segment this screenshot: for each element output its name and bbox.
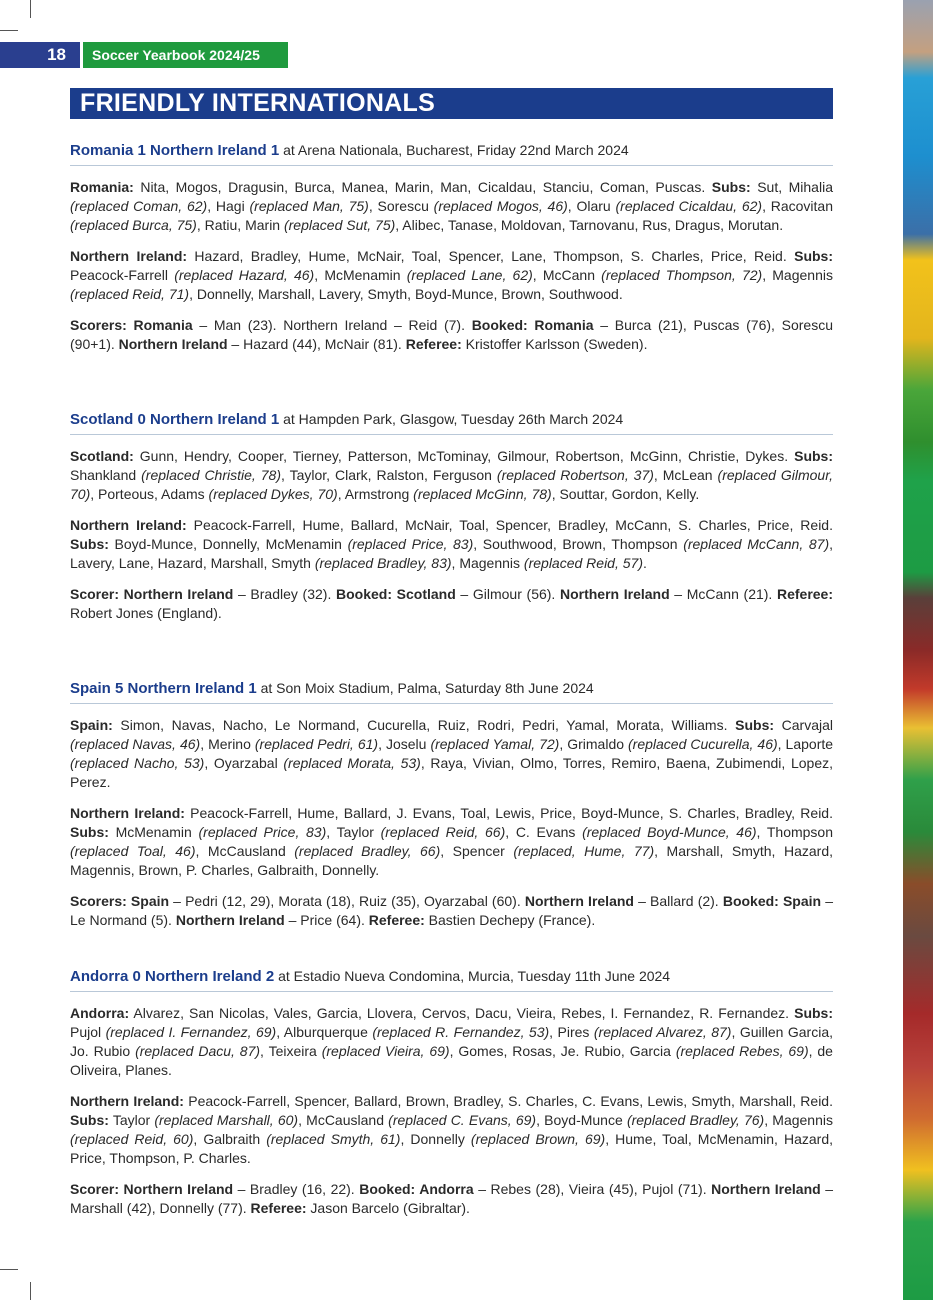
substitution-note: (replaced Cucurella, 46) bbox=[628, 736, 778, 752]
text-run: , Marshall, Smyth, Hazard, Magennis, Brown, P. Charles, Galbraith, Donnelly. bbox=[70, 843, 833, 878]
bold-label: Subs: bbox=[794, 248, 833, 264]
text-run: – Bradley (16, 22). bbox=[233, 1181, 360, 1197]
match-title bbox=[70, 968, 833, 992]
substitution-note: (replaced Reid, 66) bbox=[380, 824, 506, 840]
text-run: , Alburquerque bbox=[276, 1024, 373, 1040]
match-events-paragraph bbox=[70, 892, 833, 930]
text-run: – Marshall (42), Donnelly (77). bbox=[70, 1181, 833, 1216]
substitution-note: (replaced Pedri, 61) bbox=[254, 736, 379, 752]
text-run: – Ballard (2). bbox=[633, 893, 723, 909]
substitution-note: (replaced Bradley, 76) bbox=[626, 1112, 765, 1128]
text-run: , Donnelly bbox=[400, 1131, 471, 1147]
substitution-note: (replaced Gilmour, 70) bbox=[70, 467, 833, 502]
substitution-note: (replaced Dacu, 87) bbox=[135, 1043, 261, 1059]
text-run: , Gomes, Rosas, Je. Rubio, Garcia bbox=[449, 1043, 676, 1059]
bold-label: Scorer: Northern Ireland bbox=[70, 1181, 234, 1197]
substitution-note: (replaced Yamal, 72) bbox=[430, 736, 560, 752]
bold-label: Scotland: bbox=[70, 448, 134, 464]
substitution-note: (replaced Lane, 62) bbox=[406, 267, 533, 283]
bold-label: Subs: bbox=[735, 717, 775, 733]
substitution-note: (replaced Vieira, 69) bbox=[321, 1043, 450, 1059]
text-run: . bbox=[642, 555, 647, 571]
substitution-note: (replaced I. Fernandez, 69) bbox=[105, 1024, 277, 1040]
substitution-note: (replaced Price, 83) bbox=[347, 536, 474, 552]
bold-label: Subs: bbox=[70, 536, 109, 552]
match-venue: at Arena Nationala, Bucharest, Friday 22nd March 2024 bbox=[279, 142, 629, 158]
substitution-note: (replaced Hazard, 46) bbox=[174, 267, 315, 283]
line-up-paragraph bbox=[70, 1092, 833, 1168]
text-run: – Pedri (12, 29), Morata (18), Ruiz (35), Oyarzabal (60). bbox=[169, 893, 525, 909]
page-header bbox=[0, 42, 288, 68]
line-up-paragraph bbox=[70, 1004, 833, 1080]
bold-label: Subs: bbox=[70, 824, 109, 840]
text-run: , Magennis bbox=[451, 555, 524, 571]
bold-label: Andorra: bbox=[70, 1005, 130, 1021]
substitution-note: (replaced Robertson, 37) bbox=[496, 467, 654, 483]
text-run: , Donnelly, Marshall, Lavery, Smyth, Boyd-Munce, Brown, Southwood. bbox=[189, 286, 623, 302]
text-run: , Guillen Garcia, Jo. Rubio bbox=[70, 1024, 834, 1059]
substitution-note: (replaced Toal, 46) bbox=[70, 843, 196, 859]
match-report bbox=[70, 680, 833, 942]
match-score: Romania 1 Northern Ireland 1 bbox=[70, 142, 280, 159]
text-run: , Sorescu bbox=[368, 198, 434, 214]
page-number: 18 bbox=[0, 42, 80, 68]
text-run: , Lavery, Lane, Hazard, Marshall, Smyth bbox=[70, 536, 834, 571]
text-run: , Oyarzabal bbox=[204, 755, 284, 771]
substitution-note: (replaced Morata, 53) bbox=[283, 755, 421, 771]
match-report bbox=[70, 142, 833, 366]
bold-label: Booked: Spain bbox=[722, 893, 822, 909]
substitution-note: (replaced Price, 83) bbox=[198, 824, 327, 840]
crop-mark bbox=[0, 1269, 18, 1270]
bold-label: Northern Ireland: bbox=[70, 1093, 184, 1109]
line-up-paragraph bbox=[70, 178, 833, 235]
substitution-note: (replaced Mogos, 46) bbox=[433, 198, 568, 214]
substitution-note: (replaced Alvarez, 87) bbox=[593, 1024, 732, 1040]
text-run: Pujol bbox=[70, 1024, 106, 1040]
substitution-note: (replaced Marshall, 60) bbox=[154, 1112, 299, 1128]
substitution-note: (replaced Sut, 75) bbox=[283, 217, 396, 233]
bold-label: Northern Ireland bbox=[711, 1181, 821, 1197]
bold-label: Northern Ireland bbox=[118, 336, 228, 352]
line-up-paragraph bbox=[70, 247, 833, 304]
substitution-note: (replaced McGinn, 78) bbox=[413, 486, 552, 502]
text-run: Jason Barcelo (Gibraltar). bbox=[306, 1200, 470, 1216]
text-run: , Hagi bbox=[207, 198, 250, 214]
text-run: – Le Normand (5). bbox=[70, 893, 833, 928]
text-run: Peacock-Farrell, Hume, Ballard, McNair, Toal, Spencer, Bradley, McCann, S. Charles, Price, Reid. bbox=[186, 517, 833, 533]
substitution-note: (replaced Smyth, 61) bbox=[266, 1131, 401, 1147]
text-run: , Laporte bbox=[777, 736, 834, 752]
text-run: Hazard, Bradley, Hume, McNair, Toal, Spencer, Lane, Thompson, S. Charles, Price, Reid. bbox=[187, 248, 795, 264]
bold-label: Northern Ireland: bbox=[70, 517, 187, 533]
text-run: , Taylor, Clark, Ralston, Ferguson bbox=[280, 467, 497, 483]
text-run: , McCann bbox=[532, 267, 602, 283]
line-up-paragraph bbox=[70, 716, 833, 792]
bold-label: Subs: bbox=[794, 1005, 833, 1021]
text-run: Alvarez, San Nicolas, Vales, Garcia, Llovera, Cervos, Dacu, Vieira, Rebes, I. Fernandez, R. Fernandez. bbox=[129, 1005, 795, 1021]
text-run: – Hazard (44), McNair (81). bbox=[227, 336, 406, 352]
text-run: – Gilmour (56). bbox=[455, 586, 560, 602]
substitution-note: (replaced Brown, 69) bbox=[470, 1131, 606, 1147]
crop-mark bbox=[30, 0, 31, 18]
substitution-note: (replaced Cicaldau, 62) bbox=[615, 198, 763, 214]
bold-label: Romania: bbox=[70, 179, 134, 195]
text-run: , Thompson bbox=[756, 824, 834, 840]
text-run: Peacock-Farrell bbox=[70, 267, 175, 283]
text-run: , Southwood, Brown, Thompson bbox=[473, 536, 684, 552]
substitution-note: (replaced Coman, 62) bbox=[70, 198, 208, 214]
text-run: , Galbraith bbox=[193, 1131, 267, 1147]
bold-label: Referee: bbox=[405, 336, 462, 352]
text-run: Carvajal bbox=[774, 717, 833, 733]
text-run: , Pires bbox=[549, 1024, 594, 1040]
bold-label: Northern Ireland: bbox=[70, 248, 188, 264]
substitution-note: (replaced Nacho, 53) bbox=[70, 755, 205, 771]
text-run: , Joselu bbox=[378, 736, 431, 752]
text-run: Simon, Navas, Nacho, Le Normand, Cucurella, Ruiz, Rodri, Pedri, Yamal, Morata, Williams. bbox=[112, 717, 736, 733]
text-run: Bastien Dechepy (France). bbox=[424, 912, 596, 928]
match-events-paragraph bbox=[70, 316, 833, 354]
match-score: Andorra 0 Northern Ireland 2 bbox=[70, 968, 275, 985]
text-run: , Merino bbox=[200, 736, 255, 752]
substitution-note: (replaced Reid, 57) bbox=[523, 555, 643, 571]
section-heading: FRIENDLY INTERNATIONALS bbox=[70, 88, 833, 119]
text-run: Kristoffer Karlsson (Sweden). bbox=[461, 336, 648, 352]
text-run: , Taylor bbox=[326, 824, 381, 840]
text-run: Boyd-Munce, Donnelly, McMenamin bbox=[108, 536, 348, 552]
match-events-paragraph bbox=[70, 585, 833, 623]
text-run: , Porteous, Adams bbox=[90, 486, 209, 502]
bold-label: Northern Ireland bbox=[524, 893, 634, 909]
substitution-note: (replaced Dykes, 70) bbox=[208, 486, 338, 502]
text-run: , C. Evans bbox=[505, 824, 583, 840]
match-report bbox=[70, 968, 833, 1230]
line-up-paragraph bbox=[70, 447, 833, 504]
substitution-note: (replaced Navas, 46) bbox=[70, 736, 201, 752]
substitution-note: (replaced Christie, 78) bbox=[141, 467, 281, 483]
crop-mark bbox=[0, 30, 18, 31]
bold-label: Scorer: Northern Ireland bbox=[70, 586, 234, 602]
substitution-note: (replaced Reid, 71) bbox=[70, 286, 190, 302]
bold-label: Subs: bbox=[70, 1112, 109, 1128]
text-run: , Racovitan bbox=[762, 198, 834, 214]
match-title bbox=[70, 680, 833, 704]
line-up-paragraph bbox=[70, 516, 833, 573]
text-run: , McMenamin bbox=[314, 267, 407, 283]
bold-label: Subs: bbox=[711, 179, 751, 195]
text-run: , Magennis bbox=[762, 267, 833, 283]
match-title bbox=[70, 142, 833, 166]
text-run: – Bradley (32). bbox=[233, 586, 336, 602]
substitution-note: (replaced McCann, 87) bbox=[683, 536, 830, 552]
bold-label: Scorers: Romania bbox=[70, 317, 193, 333]
substitution-note: (replaced Boyd-Munce, 46) bbox=[582, 824, 757, 840]
text-run: Sut, Mihalia bbox=[750, 179, 833, 195]
sidebar-photo-strip bbox=[903, 0, 933, 1300]
text-run: – McCann (21). bbox=[669, 586, 777, 602]
bold-label: Northern Ireland bbox=[559, 586, 670, 602]
text-run: , Ratiu, Marin bbox=[196, 217, 284, 233]
text-run: , Magennis bbox=[764, 1112, 833, 1128]
text-run: Nita, Mogos, Dragusin, Burca, Manea, Marin, Man, Cicaldau, Stanciu, Coman, Puscas. bbox=[133, 179, 712, 195]
text-run: , Alibec, Tanase, Moldovan, Tarnovanu, Rus, Dragus, Morutan. bbox=[395, 217, 784, 233]
bold-label: Referee: bbox=[776, 586, 833, 602]
substitution-note: (replaced R. Fernandez, 53) bbox=[372, 1024, 550, 1040]
match-venue: at Hampden Park, Glasgow, Tuesday 26th March 2024 bbox=[279, 411, 624, 427]
match-score: Spain 5 Northern Ireland 1 bbox=[70, 680, 257, 697]
text-run: , Spencer bbox=[440, 843, 514, 859]
bold-label: Northern Ireland: bbox=[70, 805, 185, 821]
substitution-note: (replaced Reid, 60) bbox=[70, 1131, 194, 1147]
text-run: , Raya, Vivian, Olmo, Torres, Remiro, Baena, Zubimendi, Lopez, Perez. bbox=[70, 755, 834, 790]
bold-label: Scorers: Spain bbox=[70, 893, 170, 909]
bold-label: Booked: Romania bbox=[471, 317, 594, 333]
text-run: , Hume, Toal, McMenamin, Hazard, Price, Thompson, P. Charles. bbox=[70, 1131, 833, 1166]
text-run: Peacock-Farrell, Hume, Ballard, J. Evans, Toal, Lewis, Price, Boyd-Munce, S. Charles, Bradley, Reid. bbox=[184, 805, 833, 821]
match-score: Scotland 0 Northern Ireland 1 bbox=[70, 411, 280, 428]
text-run: Robert Jones (England). bbox=[70, 605, 222, 621]
text-run: Gunn, Hendry, Cooper, Tierney, Patterson, McTominay, Gilmour, Robertson, McGinn, Christie, Dykes. bbox=[133, 448, 795, 464]
text-run: McMenamin bbox=[108, 824, 199, 840]
text-run: , Armstrong bbox=[337, 486, 414, 502]
bold-label: Booked: Scotland bbox=[336, 586, 456, 602]
match-venue: at Estadio Nueva Condomina, Murcia, Tuesday 11th June 2024 bbox=[274, 968, 671, 984]
text-run: , Olaru bbox=[567, 198, 616, 214]
substitution-note: (replaced, Hume, 77) bbox=[513, 843, 655, 859]
substitution-note: (replaced C. Evans, 69) bbox=[388, 1112, 537, 1128]
substitution-note: (replaced Rebes, 69) bbox=[675, 1043, 809, 1059]
text-run: , McCausland bbox=[298, 1112, 389, 1128]
substitution-note: (replaced Bradley, 83) bbox=[314, 555, 452, 571]
text-run: , Souttar, Gordon, Kelly. bbox=[551, 486, 700, 502]
text-run: Shankland bbox=[70, 467, 142, 483]
match-events-paragraph bbox=[70, 1180, 833, 1218]
substitution-note: (replaced Thompson, 72) bbox=[601, 267, 763, 283]
text-run: , Grimaldo bbox=[559, 736, 629, 752]
substitution-note: (replaced Man, 75) bbox=[249, 198, 369, 214]
bold-label: Referee: bbox=[368, 912, 425, 928]
bold-label: Booked: Andorra bbox=[359, 1181, 474, 1197]
crop-mark bbox=[30, 1282, 31, 1300]
text-run: – Burca (21), Puscas (76), Sorescu (90+1). bbox=[70, 317, 833, 352]
bold-label: Northern Ireland bbox=[175, 912, 285, 928]
text-run: Peacock-Farrell, Spencer, Ballard, Brown, Bradley, S. Charles, C. Evans, Lewis, Smyth, Marshall, Reid. bbox=[183, 1093, 833, 1109]
text-run: – Man (23). Northern Ireland – Reid (7). bbox=[192, 317, 472, 333]
substitution-note: (replaced Bradley, 66) bbox=[294, 843, 441, 859]
match-title bbox=[70, 411, 833, 435]
match-report bbox=[70, 411, 833, 635]
publication-title: Soccer Yearbook 2024/25 bbox=[83, 42, 288, 68]
match-venue: at Son Moix Stadium, Palma, Saturday 8th June 2024 bbox=[256, 680, 594, 696]
text-run: , de Oliveira, Planes. bbox=[70, 1043, 833, 1078]
text-run: Taylor bbox=[108, 1112, 155, 1128]
substitution-note: (replaced Burca, 75) bbox=[70, 217, 197, 233]
bold-label: Referee: bbox=[250, 1200, 307, 1216]
text-run: , McCausland bbox=[195, 843, 295, 859]
text-run: – Price (64). bbox=[284, 912, 369, 928]
text-run: , Boyd-Munce bbox=[536, 1112, 627, 1128]
text-run: , McLean bbox=[653, 467, 718, 483]
line-up-paragraph bbox=[70, 804, 833, 880]
text-run: , Teixeira bbox=[260, 1043, 322, 1059]
bold-label: Subs: bbox=[794, 448, 833, 464]
text-run: – Rebes (28), Vieira (45), Pujol (71). bbox=[473, 1181, 712, 1197]
bold-label: Spain: bbox=[70, 717, 113, 733]
